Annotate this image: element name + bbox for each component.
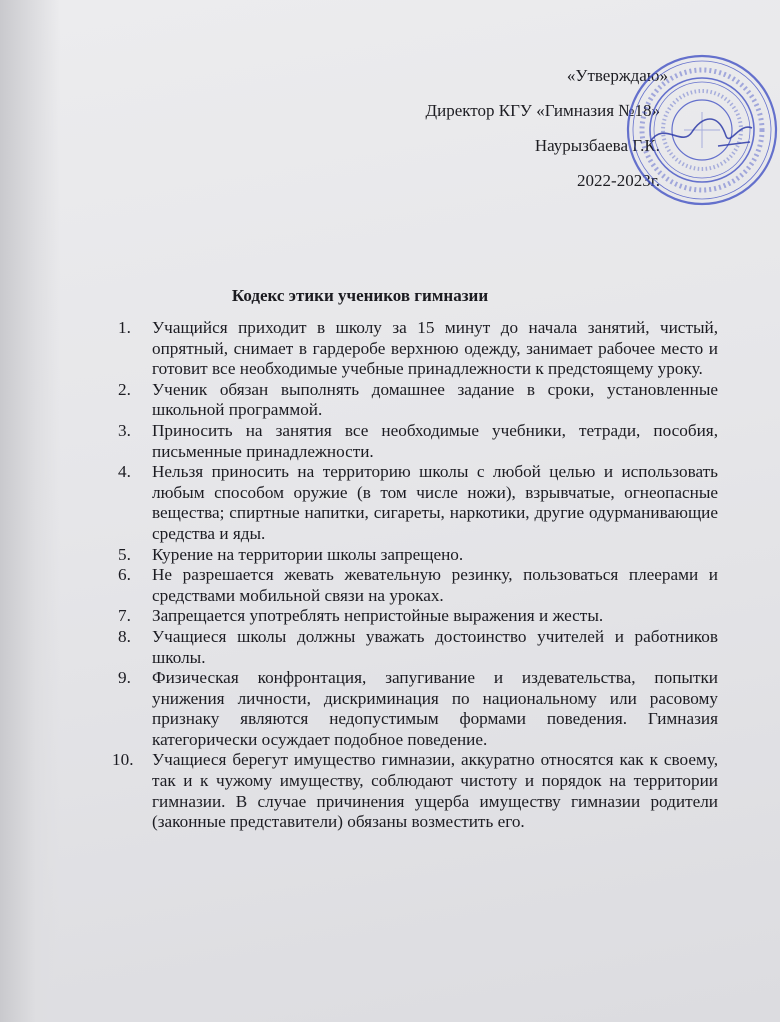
rule-text: Нельзя приносить на территорию школы с любой целью и использовать любым способом оружие (в том числе ножи), взрывчатые, огнеопасные вещества; спиртные напитки, сигареты, наркотики, другие одурманивающие средства и яды. (152, 462, 718, 543)
rule-item (118, 545, 718, 566)
rule-item (118, 565, 718, 606)
rule-text: Учащиеся школы должны уважать достоинство учителей и работников школы. (152, 626, 718, 667)
rule-text: Курение на территории школы запрещено. (152, 544, 464, 564)
official-stamp (622, 50, 780, 210)
school-year: 2022-2023г. (577, 171, 660, 190)
rule-number: 8. (118, 626, 131, 646)
rule-item (118, 380, 718, 421)
rule-text: Запрещается употреблять непристойные выражения и жесты. (152, 606, 604, 626)
rule-number: 2. (118, 379, 131, 399)
approved-label: «Утверждаю» (566, 66, 668, 85)
rule-text: Ученик обязан выполнять домашнее задание в сроки, установленные школьной программой. (152, 379, 718, 420)
rule-item (118, 462, 718, 544)
rule-number: 4. (118, 462, 131, 482)
rule-item (118, 318, 718, 380)
rule-item (118, 627, 718, 668)
page-shadow (0, 0, 60, 1022)
rule-text: Не разрешается жевать жевательную резинку, пользоваться плеерами и средствами мобильной связи на уроках. (152, 565, 718, 605)
director-line: Директор КГУ «Гимназия №18» (425, 101, 660, 120)
rule-number: 10. (112, 750, 134, 770)
rule-text: Физическая конфронтация, запугивание и издевательства, попытки унижения личности, дискриминация по национальному или расовому признаку являются недопустимым формами поведения. Гимназия категорически осуждает подобное поведение. (152, 668, 718, 749)
rules-list (112, 318, 718, 833)
rule-item (118, 668, 718, 750)
rule-item (118, 606, 718, 627)
document-title (0, 286, 780, 306)
rule-number: 3. (118, 420, 131, 440)
rule-number: 1. (118, 318, 131, 337)
rule-text: Учащийся приходит в школу за 15 минут до начала занятий, чистый, опрятный, снимает в гардеробе верхнюю одежду, занимает рабочее место и готовит все необходимые учебные принадлежности к предстоящему уроку. (152, 318, 718, 379)
rule-number: 6. (118, 565, 131, 585)
document-title-text: Кодекс этики учеников гимназии (231, 286, 489, 305)
rule-text: Учащиеся берегут имущество гимназии, аккуратно относятся как к своему, так и к чужому имуществу, соблюдают чистоту и порядок на территории гимназии. В случае причинения ущерба имуществу гимназии родители (законные представители) обязаны возместить его. (152, 750, 718, 832)
rule-text: Приносить на занятия все необходимые учебники, тетради, пособия, письменные принадлежности. (152, 420, 718, 461)
rule-number: 5. (118, 544, 131, 564)
rule-number: 7. (118, 606, 131, 626)
rule-item (118, 421, 718, 462)
rule-number: 9. (118, 668, 131, 688)
rule-item (112, 750, 718, 832)
director-name: Наурызбаева Г.К. (534, 136, 660, 155)
